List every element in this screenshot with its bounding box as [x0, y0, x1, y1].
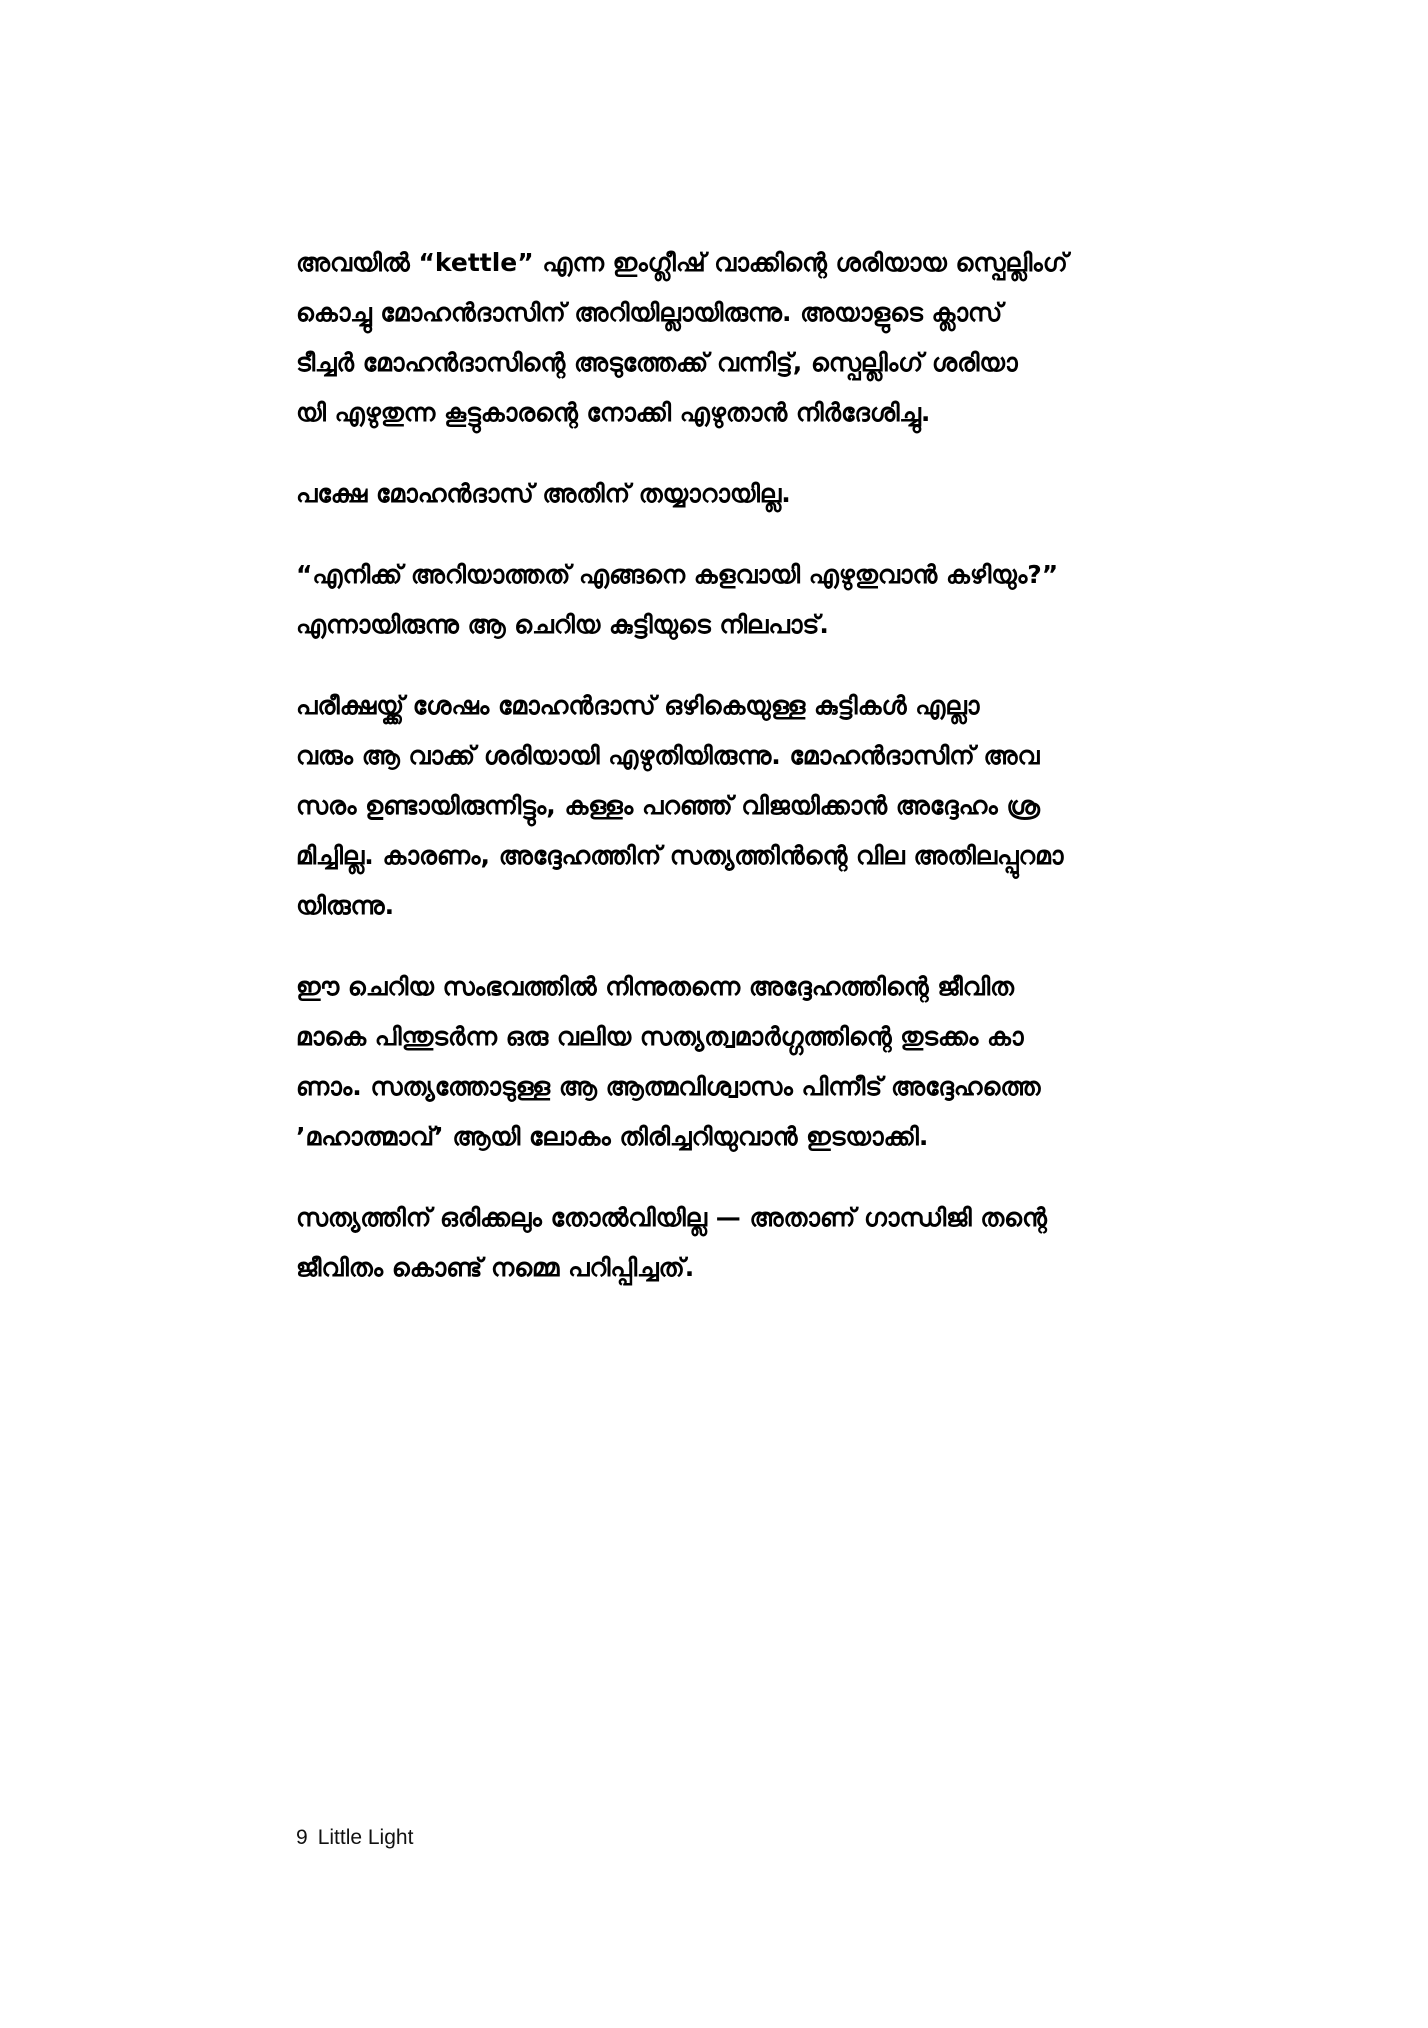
paragraph-1 [296, 238, 1196, 438]
text-line: കൊച്ചു മോഹൻദാസിന് അറിയില്ലായിരുന്നു. അയാളുടെ ക്ലാസ് [296, 298, 1003, 327]
paragraph-2 [296, 469, 1196, 519]
text-line: ജീവിതം കൊണ്ട് നമ്മെ പറിപ്പിച്ചത്. [296, 1253, 695, 1282]
page-number: 9 [296, 1826, 308, 1849]
paragraph-5 [296, 962, 1196, 1162]
text-line: ഈ ചെറിയ സംഭവത്തിൽ നിന്നുതന്നെ അദ്ദേഹത്തിന്റെ ജീവിത [296, 972, 1015, 1001]
text-line: “എനിക്ക് അറിയാത്തത് എങ്ങനെ കളവായി എഴുതുവാൻ കഴിയും?” [296, 560, 1059, 589]
text-line: അവയിൽ “kettle” എന്ന ഇംഗ്ലീഷ് വാക്കിന്റെ ശരിയായ സ്പെല്ലിംഗ് [296, 248, 1068, 277]
text-line: പക്ഷേ മോഹൻദാസ് അതിന് തയ്യാറായില്ല. [296, 479, 791, 508]
text-line: എന്നായിരുന്നു ആ ചെറിയ കുട്ടിയുടെ നിലപാട്. [296, 610, 829, 639]
text-line: ’മഹാത്മാവ്’ ആയി ലോകം തിരിച്ചറിയുവാൻ ഇടയാക്കി. [296, 1122, 929, 1151]
page-footer [296, 1826, 413, 1850]
text-line: വരും ആ വാക്ക് ശരിയായി എഴുതിയിരുന്നു. മോഹൻദാസിന് അവ [296, 741, 1040, 770]
paragraph-6 [296, 1193, 1196, 1293]
text-line: മിച്ചില്ല. കാരണം, അദ്ദേഹത്തിന് സത്യത്തിൻന്റെ വില അതിലപ്പുറമാ [296, 841, 1064, 870]
text-line: യിരുന്നു. [296, 891, 395, 920]
text-line: സത്യത്തിന് ഒരിക്കലും തോൽവിയില്ല — അതാണ് ഗാന്ധിജി തന്റെ [296, 1203, 1047, 1232]
text-line: യി എഴുതുന്ന കൂട്ടുകാരന്റെ നോക്കി എഴുതാൻ നിർദേശിച്ചു. [296, 398, 931, 427]
paragraph-3 [296, 550, 1196, 650]
paragraph-4 [296, 681, 1196, 931]
text-line: പരീക്ഷയ്ക്ക് ശേഷം മോഹൻദാസ് ഒഴികെയുള്ള കുട്ടികൾ എല്ലാ [296, 691, 980, 720]
text-line: ണാം. സത്യത്തോടുള്ള ആ ആത്മവിശ്വാസം പിന്നീട് അദ്ദേഹത്തെ [296, 1072, 1041, 1101]
body-text [296, 238, 1196, 1324]
text-line: സരം ഉണ്ടായിരുന്നിട്ടും, കള്ളം പറഞ്ഞ് വിജയിക്കാൻ അദ്ദേഹം ശ്ര [296, 791, 1040, 820]
text-line: മാകെ പിന്തുടർന്ന ഒരു വലിയ സത്യത്വമാർഗ്ഗത്തിന്റെ തുടക്കം കാ [296, 1022, 1024, 1051]
book-title: Little Light [317, 1826, 414, 1849]
text-line: ടീച്ചർ മോഹൻദാസിന്റെ അടുത്തേക്ക് വന്നിട്ട്, സ്പെല്ലിംഗ് ശരിയാ [296, 348, 1018, 377]
